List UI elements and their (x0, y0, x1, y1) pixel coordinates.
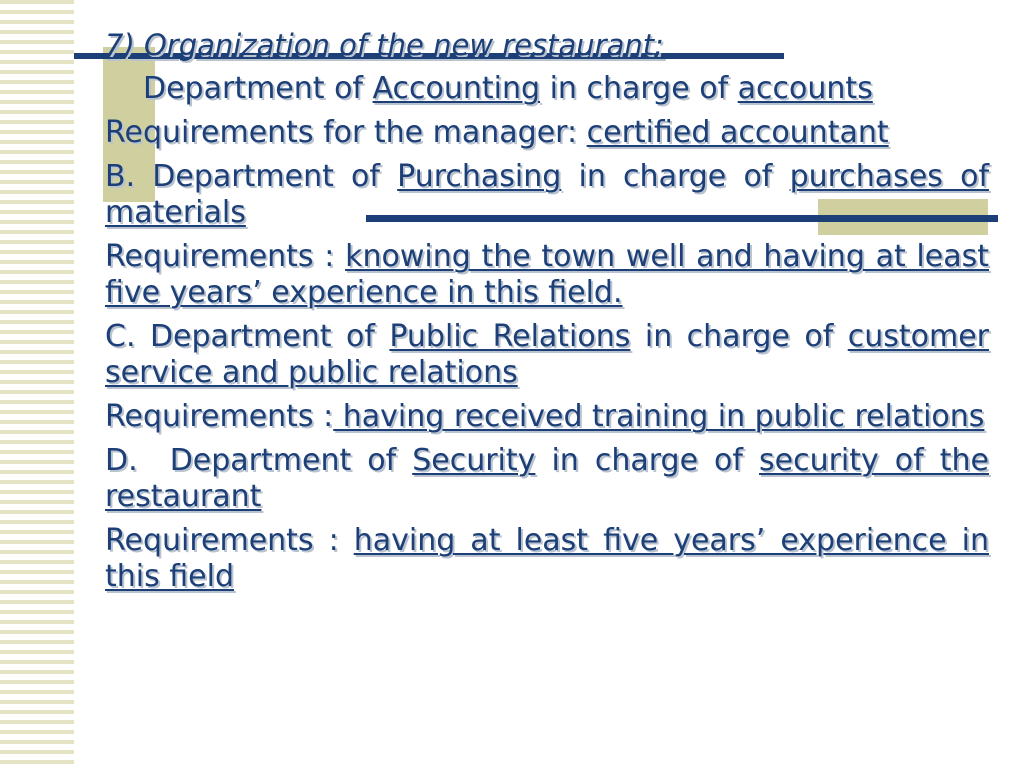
req-text: having at least five years’ experience in this field (105, 523, 989, 594)
req-lead: Requirements : (105, 239, 346, 274)
dept-name: Public Relations (389, 319, 631, 354)
dept-duty: customer service and public relations (105, 319, 990, 390)
purchasing-department (105, 159, 989, 231)
dept-name: Purchasing (397, 159, 562, 194)
dept-name: Security (412, 443, 536, 478)
req-lead: Requirements for the manager: (105, 115, 587, 150)
req-lead: Requirements : (105, 523, 354, 558)
dept-lead: D. Department of (105, 443, 413, 478)
slide-heading: 7) Organization of the new restaurant: (105, 28, 664, 62)
dept-name: Accounting (372, 71, 541, 106)
slide-content (105, 27, 989, 595)
req-text: certified accountant (586, 115, 889, 150)
dept-mid: in charge of (630, 319, 848, 354)
dept-duty: accounts (737, 71, 873, 106)
dept-lead: Department of (143, 71, 373, 106)
req-text: knowing the town well and having at least five years’ experience in this field. (105, 239, 989, 310)
dept-mid: in charge of (561, 159, 790, 194)
public-relations-department (105, 319, 989, 391)
dept-mid: in charge of (540, 71, 738, 106)
purchasing-requirements (105, 239, 989, 311)
accounting-requirements (105, 115, 989, 151)
left-stripe-band (0, 0, 74, 768)
dept-duty: purchases of materials (105, 159, 990, 230)
dept-duty: security of the restaurant (105, 443, 989, 514)
req-lead: Requirements : (105, 399, 334, 434)
dept-lead: B. Department of (105, 159, 398, 194)
dept-mid: in charge of (535, 443, 759, 478)
security-department (105, 443, 989, 515)
dept-lead: C. Department of (105, 319, 390, 354)
public-relations-requirements (105, 399, 989, 435)
accounting-department (105, 71, 989, 107)
security-requirements (105, 523, 989, 595)
req-text: having received training in public relations (333, 399, 985, 434)
